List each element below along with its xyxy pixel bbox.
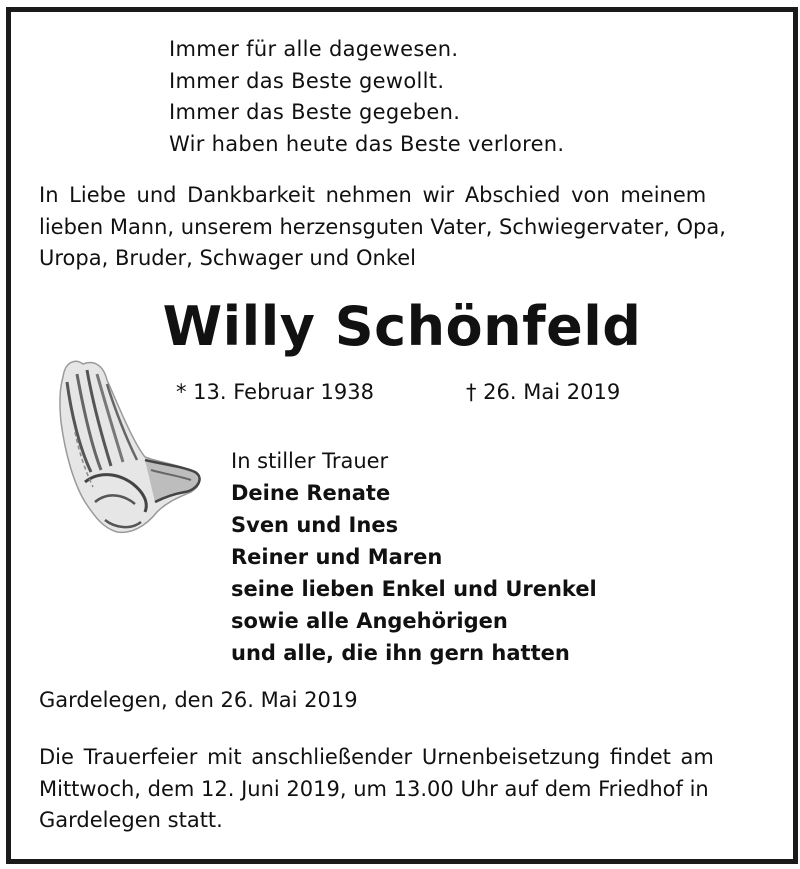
mourner-name: Sven und Ines bbox=[231, 513, 399, 537]
motto-line: Immer für alle dagewesen. bbox=[169, 37, 459, 61]
birth-date: * 13. Februar 1938 bbox=[176, 380, 374, 404]
deceased-name: Willy Schönfeld bbox=[162, 295, 642, 358]
place-and-date: Gardelegen, den 26. Mai 2019 bbox=[39, 688, 358, 712]
intro-line: lieben Mann, unserem herzensguten Vater, Schwiegervater, Opa, bbox=[39, 214, 726, 239]
mourner-name: Deine Renate bbox=[231, 481, 391, 505]
praying-hands-icon bbox=[45, 352, 205, 542]
mourner-name: sowie alle Angehörigen bbox=[231, 609, 508, 633]
funeral-line: Mittwoch, dem 12. Juni 2019, um 13.00 Uhr auf dem Friedhof in bbox=[39, 776, 709, 801]
motto-line: Immer das Beste gegeben. bbox=[169, 100, 461, 124]
mourner-name: und alle, die ihn gern hatten bbox=[231, 641, 570, 665]
death-date: † 26. Mai 2019 bbox=[466, 380, 621, 404]
intro-line: Uropa, Bruder, Schwager und Onkel bbox=[39, 246, 416, 270]
obituary-frame bbox=[6, 7, 798, 864]
mourner-name: Reiner und Maren bbox=[231, 545, 443, 569]
mourner-name: seine lieben Enkel und Urenkel bbox=[231, 577, 597, 601]
intro-text bbox=[39, 180, 769, 275]
mourners-list bbox=[231, 445, 597, 669]
motto-line: Immer das Beste gewollt. bbox=[169, 68, 445, 93]
funeral-notice bbox=[39, 742, 775, 837]
motto-verse bbox=[169, 34, 564, 160]
motto-line: Wir haben heute das Beste verloren. bbox=[169, 131, 565, 156]
intro-line: In Liebe und Dankbarkeit nehmen wir Abschied von meinem bbox=[39, 183, 707, 207]
funeral-line: Die Trauerfeier mit anschließender Urnenbeisetzung findet am bbox=[39, 745, 714, 769]
funeral-line: Gardelegen statt. bbox=[39, 808, 223, 832]
mourners-heading: In stiller Trauer bbox=[231, 449, 389, 473]
